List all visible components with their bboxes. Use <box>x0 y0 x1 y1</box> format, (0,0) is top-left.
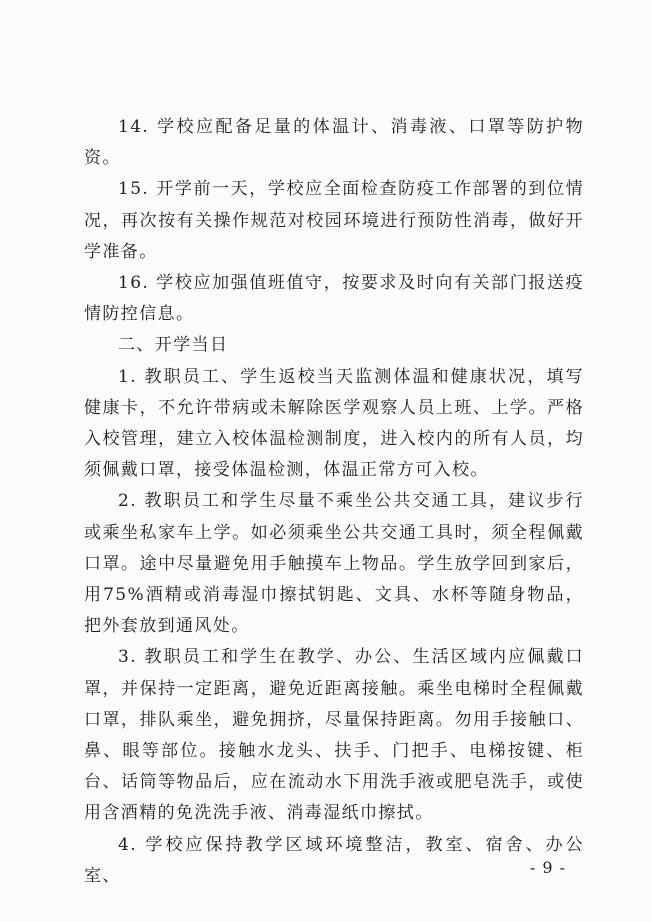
paragraph-item-2: 2. 教职员工和学生尽量不乘坐公共交通工具，建议步行或乘坐私家车上学。如必须乘坐公共交通工具时，须全程佩戴口罩。途中尽量避免用手触摸车上物品。学生放学回到家后，用75%酒精或消毒湿巾擦拭钥匙、文具、水杯等随身物品，把外套放到通风处。 <box>84 491 584 637</box>
paragraph-item-3: 3. 教职员工和学生在教学、办公、生活区域内应佩戴口罩，并保持一定距离，避免近距离接触。乘坐电梯时全程佩戴口罩，排队乘坐，避免拥挤，尽量保持距离。勿用手接触口、鼻、眼等部位。接触水龙头、扶手、门把手、电梯按键、柜台、话筒等物品后，应在流动水下用洗手液或肥皂洗手，或使用含酒精的免洗洗手液、消毒湿纸巾擦拭。 <box>84 647 584 824</box>
paragraph-item-15: 15. 开学前一天，学校应全面检查防疫工作部署的到位情况，再次按有关操作规范对校园环境进行预防性消毒，做好开学准备。 <box>84 179 584 262</box>
section-heading-opening-day: 二、开学当日 <box>118 335 229 356</box>
paragraph-item-4: 4. 学校应保持教学区域环境整洁，教室、宿舍、办公室、 <box>84 834 584 886</box>
paragraph-item-1: 1. 教职员工、学生返校当天监测体温和健康状况，填写健康卡，不允许带病或未解除医学观察人员上班、上学。严格入校管理，建立入校体温检测制度，进入校内的所有人员，均须佩戴口罩，接受体温检测，体温正常方可入校。 <box>84 366 584 481</box>
document-body <box>84 112 584 892</box>
paragraph-item-16: 16. 学校应加强值班值守，按要求及时向有关部门报送疫情防控信息。 <box>84 273 584 325</box>
paragraph-item-14: 14. 学校应配备足量的体温计、消毒液、口罩等防护物资。 <box>84 117 584 169</box>
page-number: - 9 - <box>529 858 566 877</box>
